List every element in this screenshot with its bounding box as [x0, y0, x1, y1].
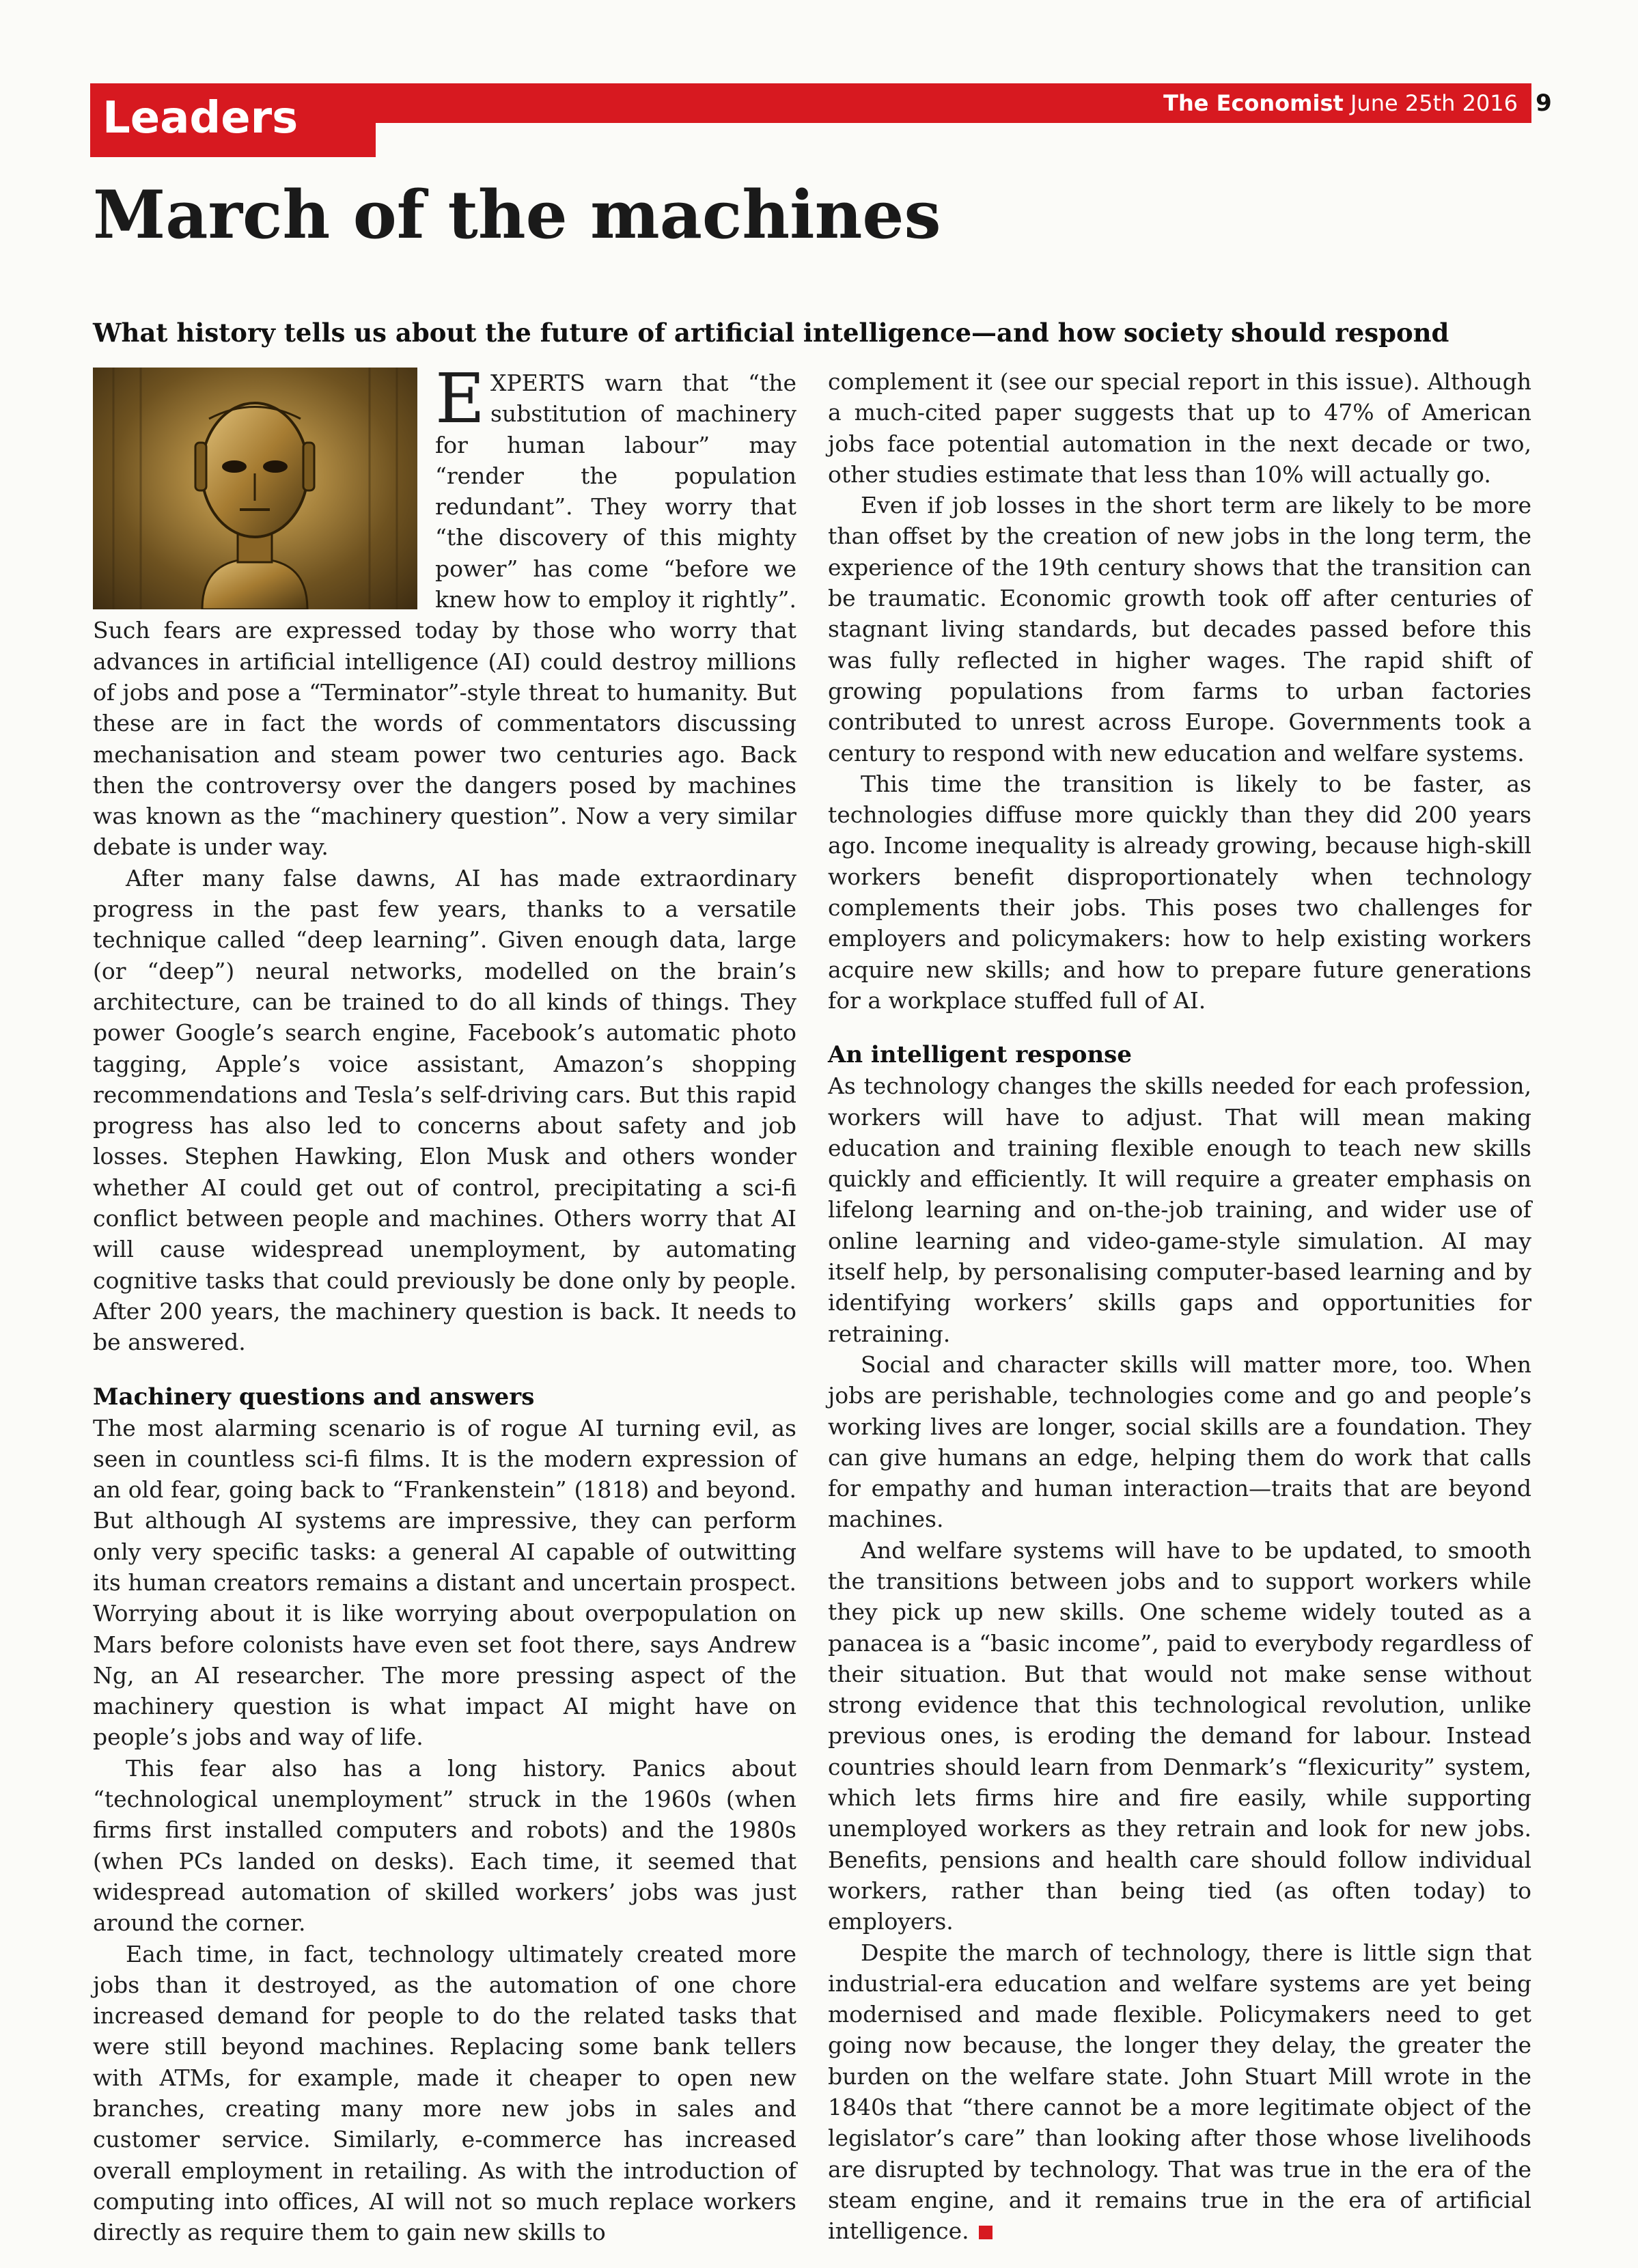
section-label: Leaders [102, 93, 299, 143]
end-mark-icon [979, 2226, 992, 2239]
paragraph: This time the transition is likely to be faster, as technologies diffuse more quickly than they did 200 years ago. Income inequality is already growing, because high-skill workers benefit disproportionately when technology complements their jobs. This poses two challenges for employers and policymakers: how to help existing workers acquire new skills; and how to prepare future generations for a workplace stuffed full of AI. [828, 770, 1531, 1014]
paragraph: After many false dawns, AI has made extraordinary progress in the past few years, thanks to a versatile technique called “deep learning”. Given enough data, large (or “deep”) neural networks, modelled on the brain’s architecture, can be trained to do all kinds of things. They power Google’s search engine, Facebook’s automatic photo tagging, Apple’s voice assistant, Amazon’s shopping recommendations and Tesla’s self-driving cars. But this rapid progress has also led to concerns about safety and job losses. Stephen Hawking, Elon Musk and others wonder whether AI could get out of control, precipitating a sci-fi conflict between people and machines. Others worry that AI will cause widespread unemployment, by automating cognitive tasks that could previously be done only by people. After 200 years, the machinery question is back. It needs to be answered. [93, 864, 796, 1356]
paragraph: And welfare systems will have to be updated, to smooth the transitions between jobs and to support workers while they pick up new skills. One scheme widely touted as a panacea is a “basic income”, paid to everybody regardless of their situation. But that would not make sense without strong evidence that this technological revolution, unlike previous ones, is eroding the demand for labour. Instead countries should learn from Denmark’s “flexicurity” system, which lets firms hire and fire easily, while supporting unemployed workers as they retrain and look for new jobs. Benefits, pensions and health care should follow individual workers, rather than being tied (as often today) to employers. [828, 1536, 1531, 1935]
masthead [1163, 87, 1518, 119]
issue-date: June 25th 2016 [1350, 90, 1518, 116]
paragraph [828, 1937, 1531, 2247]
publication-name: The Economist [1163, 90, 1344, 116]
paragraph: Each time, in fact, technology ultimately created more jobs than it destroyed, as the automation of one chore increased demand for people to do the related tasks that were still beyond machines. Replacing some bank tellers with ATMs, for example, made it cheaper to open new branches, creating many more new jobs in sales and customer service. Similarly, e-commerce has increased overall employment in retailing. As with the introduction of computing into offices, AI will not so much replace workers directly as require them to gain new skills to [93, 1940, 796, 2246]
rubric: What history tells us about the future of artificial intelligence—and how society should respond [93, 318, 1449, 348]
paragraph: As technology changes the skills needed for each profession, workers will have to adjust. That will mean making education and training flexible enough to teach new skills quickly and efficiently. It will require a greater emphasis on lifelong learning and on-the-job training, and wider use of online learning and video-game-style simulation. AI may itself help, by personalising computer-based learning and by identifying workers’ skills gaps and opportunities for retraining. [828, 1073, 1531, 1347]
article-column-left [93, 359, 796, 2246]
drop-cap: E [435, 359, 485, 439]
article-column-right [828, 366, 1531, 2245]
paragraph-text: Despite the march of technology, there is little sign that industrial-era education and welfare systems are yet being modernised and made flexible. Policymakers need to get going now because, the longer they delay, the greater the burden on the welfare state. John Stuart Mill wrote in the 1840s that “there cannot be a more legitimate object of the legislator’s care” than looking after those whose livelihoods are disrupted by technology. That was true in the era of the steam engine, and it remains true in the era of artificial intelligence. [828, 1939, 1531, 2245]
paragraph: Social and character skills will matter more, too. When jobs are perishable, technologies come and go and people’s working lives are longer, social skills are a foundation. They can give humans an edge, helping them do work that calls for empathy and human interaction—traits that are beyond machines. [828, 1351, 1531, 1533]
robot-maria-icon [93, 368, 417, 609]
paragraph: Even if job losses in the short term are likely to be more than offset by the creation of new jobs in the long term, the experience of the 19th century shows that the transition can be traumatic. Economic growth took off after centuries of stagnant living standards, but decades passed before this was fully reflected in higher wages. The rapid shift of growing populations from farms to urban factories contributed to unrest across Europe. Governments took a century to respond with new education and welfare systems. [828, 492, 1531, 766]
subheading: An intelligent response [828, 1041, 1132, 1069]
subheading: Machinery questions and answers [93, 1383, 535, 1411]
page-number: 9 [1536, 89, 1552, 117]
paragraph: This fear also has a long history. Panics about “technological unemployment” struck in the 1960s (when firms first installed computers and robots) and the 1980s (when PCs landed on desks). Each time, it seemed that widespread automation of skilled workers’ jobs was just around the corner. [93, 1754, 796, 1937]
headline: March of the machines [93, 176, 941, 253]
paragraph-text: XPERTS warn that “the substitution of machinery for human labour” may “render the population redundant”. They worry that “the discovery of this mighty power” has come “before we knew how to employ it rightly”. Such fears are expressed today by those who worry that advances in artificial intelligence (AI) could destroy millions of jobs and pose a “Terminator”-style threat to humanity. But these are in fact the words of commentators discussing mechanisation and steam power two centuries ago. Back then the controversy over the dangers posed by machines was known as the “machinery question”. Now a very similar debate is under way. [93, 370, 796, 861]
article-photo [93, 368, 417, 609]
paragraph: complement it (see our special report in this issue). Although a much-cited paper suggests that up to 47% of American jobs face potential automation in the next decade or two, other studies estimate that less than 10% will actually go. [828, 368, 1531, 488]
paragraph: The most alarming scenario is of rogue AI turning evil, as seen in countless sci-fi films. It is the modern expression of an old fear, going back to “Frankenstein” (1818) and beyond. But although AI systems are impressive, they can perform only very specific tasks: a general AI capable of outwitting its human creators remains a distant and uncertain prospect. Worrying about it is like worrying about overpopulation on Mars before colonists have even set foot there, says Andrew Ng, an AI researcher. The more pressing aspect of the machinery question is what impact AI might have on people’s jobs and way of life. [93, 1414, 796, 1751]
